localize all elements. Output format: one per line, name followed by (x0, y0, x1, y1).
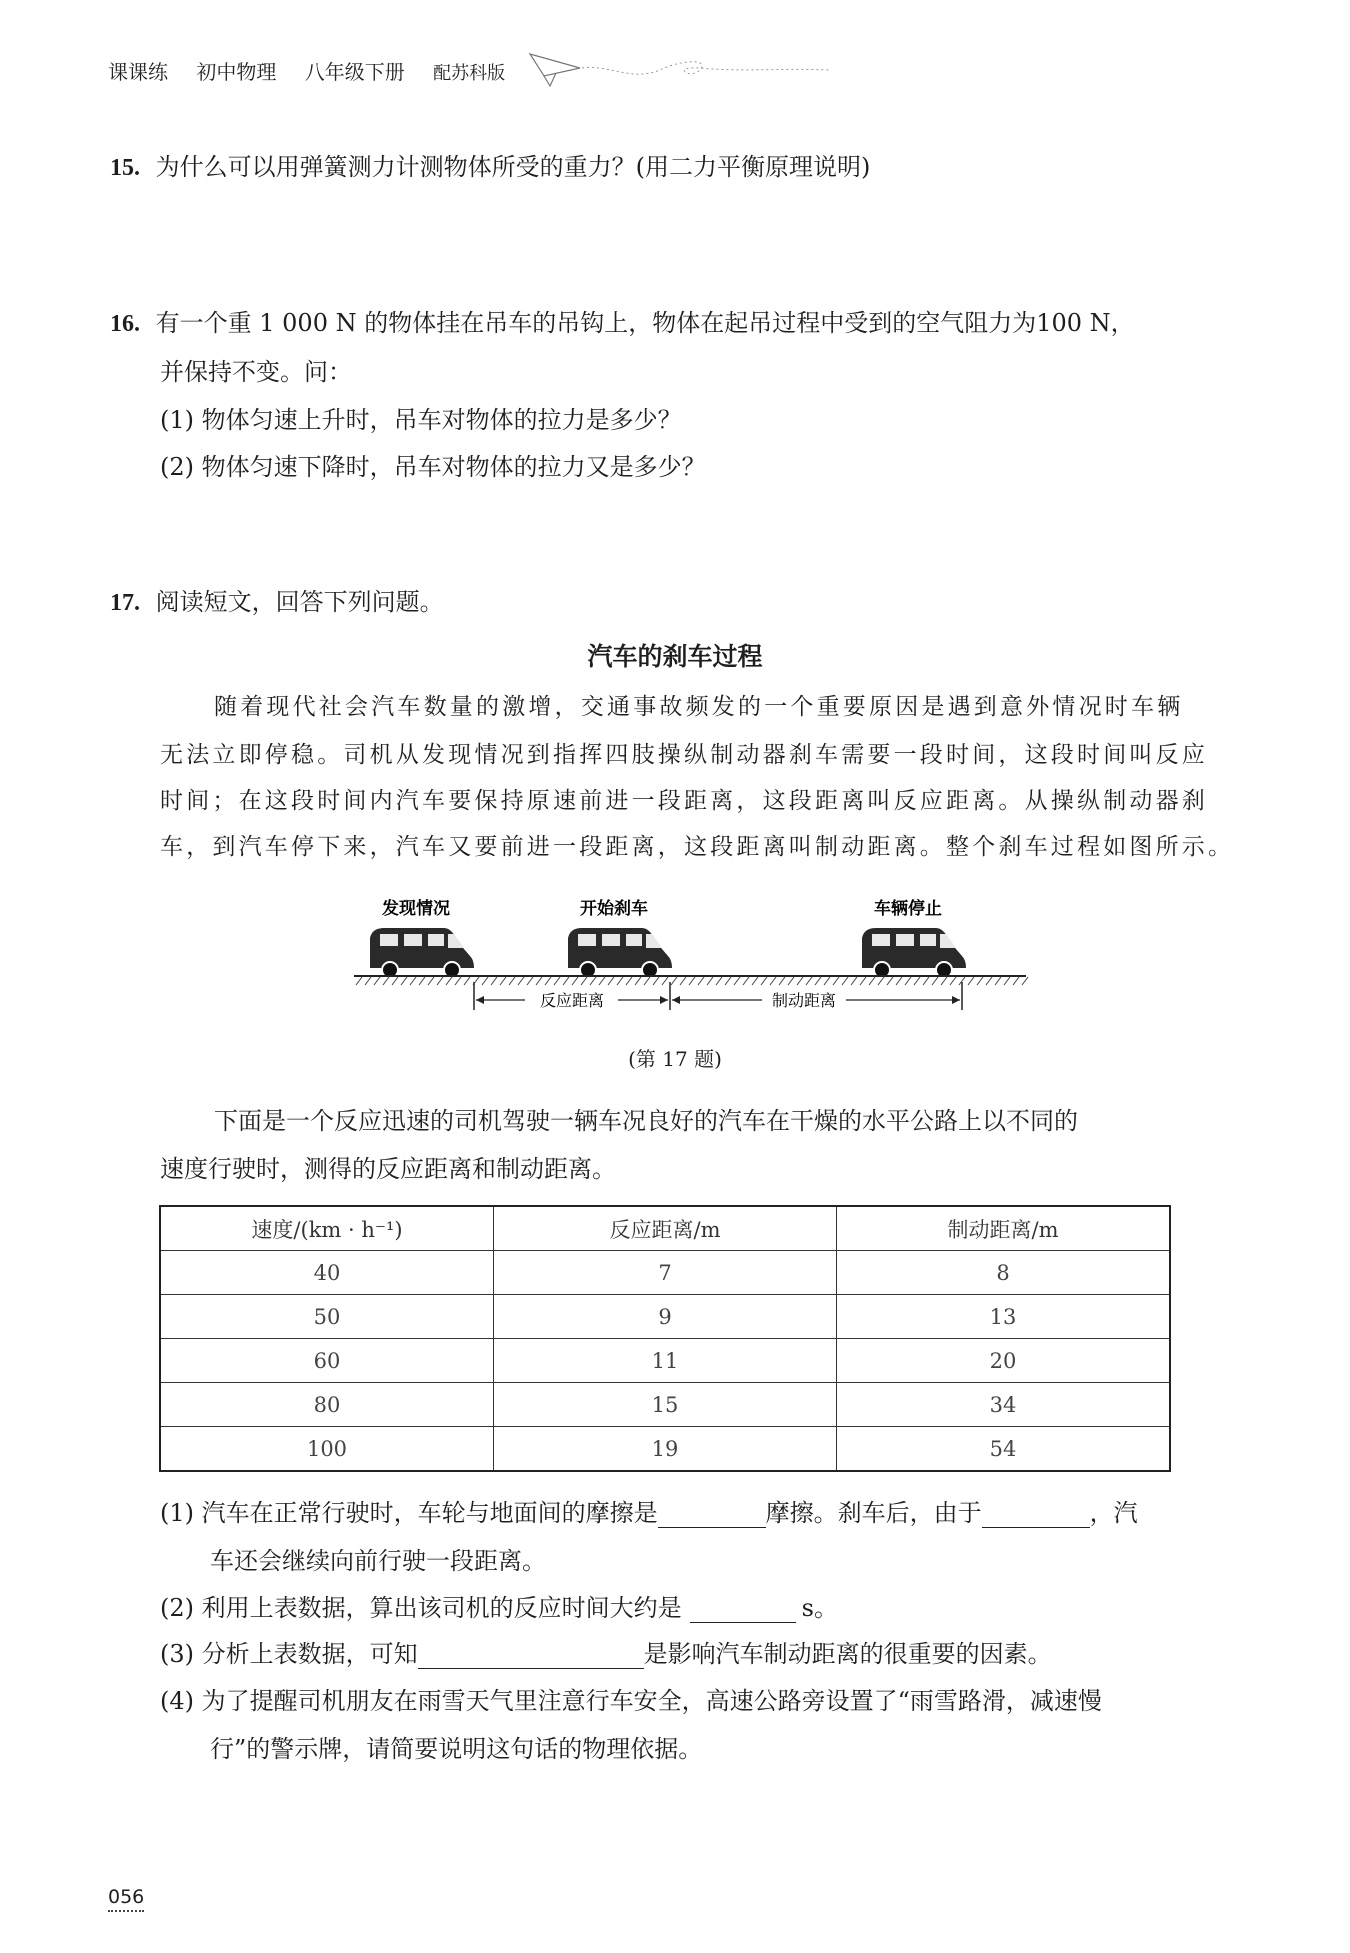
cell-braking: 34 (837, 1383, 1171, 1427)
running-header (108, 56, 505, 85)
label-find: 发现情况 (382, 899, 450, 919)
sub-question-1-cont: 车还会继续向前行驶一段距离。 (210, 1547, 546, 1575)
question-text: 阅读短文，回答下列问题。 (155, 588, 444, 616)
question-text: 有一个重 1 000 N 的物体挂在吊车的吊钩上，物体在起吊过程中受到的空气阻力为100 N， (155, 309, 1135, 337)
answer-blank[interactable] (982, 1503, 1090, 1528)
header-grade: 八年级下册 (304, 60, 405, 84)
header-subject: 初中物理 (196, 60, 277, 84)
answer-blank[interactable] (690, 1598, 796, 1623)
page-number: 056 (108, 1886, 144, 1912)
sub-question-1-text-a: (1) 汽车在正常行驶时，车轮与地面间的摩擦是 (160, 1499, 658, 1527)
label-brake: 开始刹车 (580, 899, 648, 919)
cell-reaction: 15 (494, 1383, 837, 1427)
question-17 (110, 582, 444, 617)
sub-question-2-text-a: (2) 利用上表数据，算出该司机的反应时间大约是 (160, 1594, 682, 1622)
question-text: 为什么可以用弹簧测力计测物体所受的重力？(用二力平衡原理说明) (155, 153, 871, 181)
label-reaction-distance: 反应距离 (539, 991, 605, 1010)
table-header-row (160, 1206, 1170, 1251)
sub-question-2-text-b: s。 (801, 1594, 838, 1622)
cell-braking: 20 (837, 1339, 1171, 1383)
cell-reaction: 9 (494, 1295, 837, 1339)
cell-speed: 80 (160, 1383, 494, 1427)
table-intro-line: 速度行驶时，测得的反应距离和制动距离。 (160, 1155, 616, 1183)
question-number: 17. (110, 590, 140, 616)
answer-blank[interactable] (418, 1644, 644, 1669)
van-stop (862, 928, 966, 978)
sub-question-1 (160, 1493, 1138, 1528)
table-row (160, 1427, 1170, 1472)
table-row (160, 1339, 1170, 1383)
article-para-line: 随着现代社会汽车数量的激增，交通事故频发的一个重要原因是遇到意外情况时车辆 (214, 694, 1184, 720)
cell-speed: 40 (160, 1251, 494, 1295)
table-row (160, 1383, 1170, 1427)
figure-caption: (第 17 题) (628, 1047, 722, 1071)
question-16-line2: 并保持不变。问： (160, 358, 352, 386)
sub-question-3 (160, 1634, 1052, 1669)
article-title: 汽车的刹车过程 (587, 642, 763, 671)
van-brake (568, 928, 672, 978)
cell-braking: 54 (837, 1427, 1171, 1472)
question-15 (110, 147, 870, 182)
header-brand: 课课练 (108, 60, 168, 84)
cell-speed: 50 (160, 1295, 494, 1339)
sub-question-3-text-b: 是影响汽车制动距离的很重要的因素。 (643, 1640, 1052, 1668)
cell-speed: 60 (160, 1339, 494, 1383)
braking-figure (350, 890, 1030, 1020)
article-para-line: 无法立即停稳。司机从发现情况到指挥四肢操纵制动器刹车需要一段时间，这段时间叫反应 (160, 742, 1208, 768)
col-header-braking: 制动距离/m (837, 1206, 1171, 1251)
sub-question-1-text-c: ，汽 (1089, 1499, 1138, 1527)
header-edition: 配苏科版 (433, 63, 506, 84)
table-row (160, 1295, 1170, 1339)
table-row (160, 1251, 1170, 1295)
cell-braking: 8 (837, 1251, 1171, 1295)
cell-reaction: 19 (494, 1427, 837, 1472)
question-16-sub2: (2) 物体匀速下降时，吊车对物体的拉力又是多少？ (160, 453, 706, 481)
distance-table (159, 1205, 1171, 1472)
sub-question-3-text-a: (3) 分析上表数据，可知 (160, 1640, 418, 1668)
question-16 (110, 303, 1135, 338)
sub-question-4-cont: 行”的警示牌，请简要说明这句话的物理依据。 (210, 1735, 703, 1763)
col-header-reaction: 反应距离/m (494, 1206, 837, 1251)
answer-blank[interactable] (658, 1503, 766, 1528)
van-find (370, 928, 474, 978)
article-para-line: 时间；在这段时间内汽车要保持原速前进一段距离，这段距离叫反应距离。从操纵制动器刹 (160, 788, 1208, 814)
col-header-speed: 速度/(km · h⁻¹) (160, 1206, 494, 1251)
road-hatch (356, 977, 1028, 985)
label-braking-distance: 制动距离 (771, 991, 837, 1010)
table-intro-line: 下面是一个反应迅速的司机驾驶一辆车况良好的汽车在干燥的水平公路上以不同的 (214, 1107, 1078, 1135)
label-stop: 车辆停止 (874, 899, 942, 919)
cell-braking: 13 (837, 1295, 1171, 1339)
article-para-line: 车，到汽车停下来，汽车又要前进一段距离，这段距离叫制动距离。整个刹车过程如图所示。 (160, 834, 1235, 860)
cell-reaction: 7 (494, 1251, 837, 1295)
question-number: 15. (110, 155, 140, 181)
sub-question-4: (4) 为了提醒司机朋友在雨雪天气里注意行车安全，高速公路旁设置了“雨雪路滑，减速慢 (160, 1687, 1102, 1715)
cell-speed: 100 (160, 1427, 494, 1472)
question-number: 16. (110, 311, 140, 337)
paper-plane-icon (520, 46, 840, 96)
cell-reaction: 11 (494, 1339, 837, 1383)
question-16-sub1: (1) 物体匀速上升时，吊车对物体的拉力是多少？ (160, 406, 682, 434)
sub-question-1-text-b: 摩擦。刹车后，由于 (765, 1499, 982, 1527)
sub-question-2 (160, 1588, 838, 1623)
